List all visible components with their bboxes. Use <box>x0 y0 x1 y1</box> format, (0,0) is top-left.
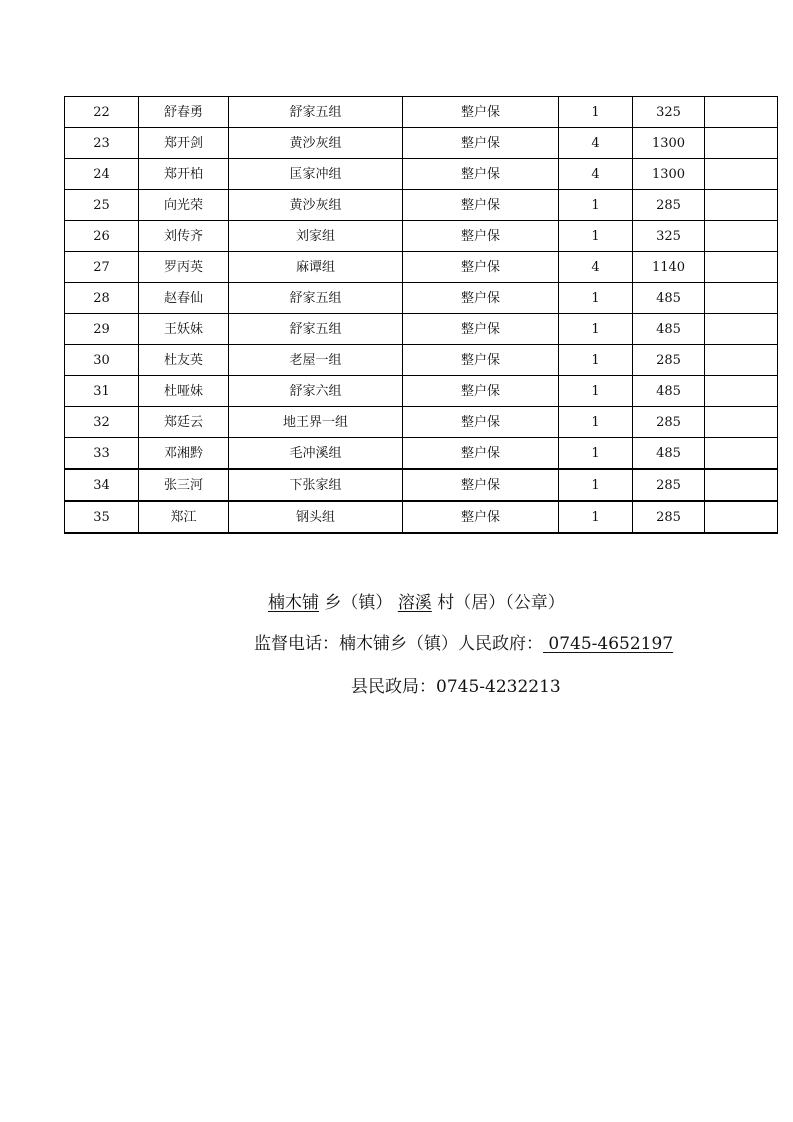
amount: 285 <box>633 190 705 221</box>
relief-type: 整户保 <box>403 469 559 501</box>
amount: 1300 <box>633 128 705 159</box>
amount: 485 <box>633 438 705 470</box>
supervision-label: 监督电话：楠木铺乡（镇）人民政府： <box>254 634 543 654</box>
relief-type: 整户保 <box>403 438 559 470</box>
village-group: 麻谭组 <box>229 252 403 283</box>
household-count: 1 <box>559 469 633 501</box>
remarks <box>705 252 778 283</box>
remarks <box>705 159 778 190</box>
row-number: 24 <box>65 159 139 190</box>
row-number: 30 <box>65 345 139 376</box>
household-count: 1 <box>559 345 633 376</box>
table-row <box>65 128 778 159</box>
remarks <box>705 97 778 128</box>
relief-type: 整户保 <box>403 190 559 221</box>
township-suffix: 乡（镇） <box>319 593 393 613</box>
amount: 325 <box>633 221 705 252</box>
recipient-name: 罗丙英 <box>139 252 229 283</box>
amount: 285 <box>633 345 705 376</box>
household-count: 4 <box>559 252 633 283</box>
household-count: 1 <box>559 438 633 470</box>
row-number: 25 <box>65 190 139 221</box>
row-number: 32 <box>65 407 139 438</box>
table-row <box>65 159 778 190</box>
county-label: 县民政局： <box>351 677 436 697</box>
remarks <box>705 345 778 376</box>
recipient-name: 郑开柏 <box>139 159 229 190</box>
village-group: 舒家五组 <box>229 283 403 314</box>
household-count: 1 <box>559 283 633 314</box>
recipient-name: 杜友英 <box>139 345 229 376</box>
amount: 285 <box>633 501 705 533</box>
table-row <box>65 97 778 128</box>
amount: 485 <box>633 314 705 345</box>
table-row <box>65 283 778 314</box>
village-name: 溶溪 <box>397 593 432 613</box>
household-count: 1 <box>559 376 633 407</box>
village-group: 黄沙灰组 <box>229 128 403 159</box>
table-row <box>65 407 778 438</box>
recipient-name: 张三河 <box>139 469 229 501</box>
village-group: 地王界一组 <box>229 407 403 438</box>
relief-type: 整户保 <box>403 159 559 190</box>
county-phone: 0745-4232213 <box>436 677 561 697</box>
remarks <box>705 314 778 345</box>
recipient-name: 郑廷云 <box>139 407 229 438</box>
recipient-name: 舒春勇 <box>139 97 229 128</box>
row-number: 27 <box>65 252 139 283</box>
remarks <box>705 407 778 438</box>
recipient-name: 王妖妹 <box>139 314 229 345</box>
village-group: 匡家冲组 <box>229 159 403 190</box>
village-group: 毛冲溪组 <box>229 438 403 470</box>
supervision-phone-line <box>254 629 673 654</box>
household-count: 1 <box>559 221 633 252</box>
row-number: 26 <box>65 221 139 252</box>
relief-type: 整户保 <box>403 501 559 533</box>
relief-type: 整户保 <box>403 283 559 314</box>
relief-type: 整户保 <box>403 221 559 252</box>
village-group: 老屋一组 <box>229 345 403 376</box>
township-phone: 0745-4652197 <box>548 634 674 654</box>
row-number: 28 <box>65 283 139 314</box>
household-count: 1 <box>559 97 633 128</box>
village-group: 下张家组 <box>229 469 403 501</box>
relief-roster-table <box>64 96 778 534</box>
amount: 325 <box>633 97 705 128</box>
remarks <box>705 283 778 314</box>
recipient-name: 刘传齐 <box>139 221 229 252</box>
amount: 1140 <box>633 252 705 283</box>
village-group: 舒家五组 <box>229 314 403 345</box>
village-suffix: 村（居）（公章） <box>431 593 565 613</box>
recipient-name: 郑开剑 <box>139 128 229 159</box>
relief-type: 整户保 <box>403 128 559 159</box>
recipient-name: 赵春仙 <box>139 283 229 314</box>
table-row <box>65 190 778 221</box>
remarks <box>705 190 778 221</box>
household-count: 1 <box>559 190 633 221</box>
amount: 485 <box>633 283 705 314</box>
table-row <box>65 469 778 501</box>
relief-type: 整户保 <box>403 314 559 345</box>
village-group: 黄沙灰组 <box>229 190 403 221</box>
recipient-name: 郑江 <box>139 501 229 533</box>
relief-type: 整户保 <box>403 345 559 376</box>
row-number: 35 <box>65 501 139 533</box>
remarks <box>705 376 778 407</box>
township-name: 楠木铺 <box>268 593 319 613</box>
relief-type: 整户保 <box>403 407 559 438</box>
row-number: 31 <box>65 376 139 407</box>
table-row <box>65 252 778 283</box>
recipient-name: 杜哑妹 <box>139 376 229 407</box>
village-group: 舒家五组 <box>229 97 403 128</box>
amount: 485 <box>633 376 705 407</box>
row-number: 22 <box>65 97 139 128</box>
village-group: 刘家组 <box>229 221 403 252</box>
village-group: 钢头组 <box>229 501 403 533</box>
remarks <box>705 438 778 470</box>
county-phone-line <box>351 672 561 697</box>
table-row <box>65 221 778 252</box>
village-group: 舒家六组 <box>229 376 403 407</box>
household-count: 1 <box>559 501 633 533</box>
relief-type: 整户保 <box>403 97 559 128</box>
table-row <box>65 376 778 407</box>
row-number: 33 <box>65 438 139 470</box>
row-number: 29 <box>65 314 139 345</box>
table-row <box>65 501 778 533</box>
seal-line <box>268 588 565 613</box>
household-count: 4 <box>559 128 633 159</box>
remarks <box>705 469 778 501</box>
amount: 1300 <box>633 159 705 190</box>
roster-body <box>65 97 778 534</box>
remarks <box>705 128 778 159</box>
relief-type: 整户保 <box>403 376 559 407</box>
table-row <box>65 438 778 470</box>
remarks <box>705 221 778 252</box>
household-count: 1 <box>559 407 633 438</box>
household-count: 4 <box>559 159 633 190</box>
relief-type: 整户保 <box>403 252 559 283</box>
amount: 285 <box>633 469 705 501</box>
recipient-name: 向光荣 <box>139 190 229 221</box>
remarks <box>705 501 778 533</box>
amount: 285 <box>633 407 705 438</box>
table-row <box>65 345 778 376</box>
household-count: 1 <box>559 314 633 345</box>
row-number: 34 <box>65 469 139 501</box>
table-row <box>65 314 778 345</box>
row-number: 23 <box>65 128 139 159</box>
recipient-name: 邓湘黔 <box>139 438 229 470</box>
